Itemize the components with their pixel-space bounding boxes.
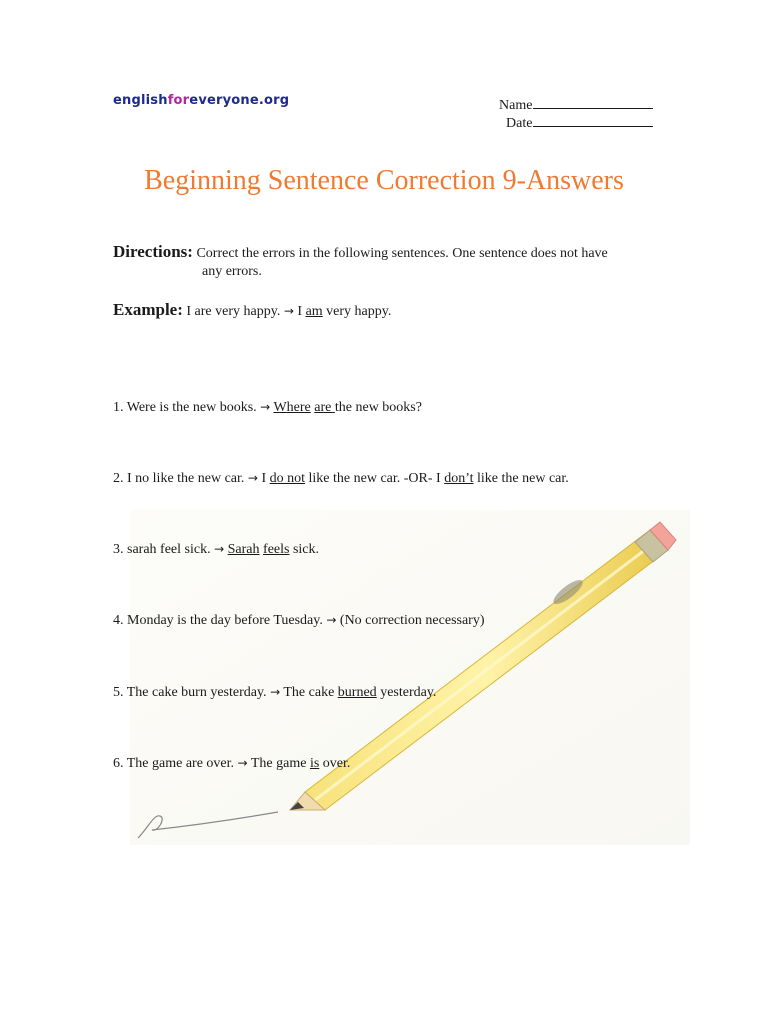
answer-correction: Where — [273, 400, 311, 415]
answer-correction: are — [314, 400, 335, 415]
example-after-underlined: am — [305, 304, 323, 319]
page-title: Beginning Sentence Correction 9-Answers — [144, 165, 624, 196]
right-arrow-icon: → — [260, 400, 271, 414]
question-answer — [261, 471, 568, 486]
question-number: 3. — [113, 542, 124, 557]
pencil-background — [130, 510, 690, 845]
answer-correction: is — [309, 756, 320, 771]
question-number: 1. — [113, 400, 124, 415]
date-blank-line[interactable] — [533, 112, 653, 127]
answer-text: The game — [250, 756, 310, 771]
example-after-suffix: very happy. — [326, 304, 392, 319]
logo-part-for: for — [167, 93, 190, 108]
question-original: The game are over. — [126, 756, 235, 771]
question-answer — [228, 542, 319, 557]
answer-text: over. — [319, 756, 351, 771]
right-arrow-icon: → — [283, 304, 294, 318]
question-answer — [340, 613, 485, 628]
question-number: 4. — [113, 613, 124, 628]
question-original: sarah feel sick. — [127, 542, 211, 557]
answer-text: The cake — [283, 685, 338, 700]
answer-text: sick. — [289, 542, 320, 557]
name-field[interactable] — [499, 94, 653, 114]
question-item — [113, 685, 436, 701]
right-arrow-icon: → — [237, 756, 248, 770]
answer-text: I — [261, 471, 270, 486]
answer-text: (No correction necessary) — [339, 613, 485, 628]
answer-text: yesterday. — [376, 685, 437, 700]
right-arrow-icon: → — [270, 685, 281, 699]
right-arrow-icon: → — [326, 613, 337, 627]
logo-part-everyone: everyone.org — [189, 93, 290, 108]
date-label: Date — [506, 116, 533, 131]
site-logo — [113, 93, 289, 108]
answer-correction: don’t — [444, 471, 474, 486]
example-before: I are very happy. — [186, 304, 281, 319]
answer-text: like the new car. -OR- I — [305, 471, 445, 486]
question-answer — [283, 685, 436, 700]
example-line — [113, 300, 391, 320]
question-item — [113, 613, 485, 629]
answer-correction: feels — [263, 542, 290, 557]
question-number: 6. — [113, 756, 124, 771]
question-item — [113, 756, 350, 772]
question-answer — [273, 400, 422, 415]
answer-text: the new books? — [334, 400, 422, 415]
question-item — [113, 471, 569, 487]
answer-text: like the new car. — [473, 471, 569, 486]
answer-correction: Sarah — [227, 542, 260, 557]
directions-block — [113, 243, 673, 281]
example-after-prefix: I — [297, 304, 303, 319]
date-field[interactable] — [506, 112, 653, 132]
example-label: Example: — [113, 300, 183, 319]
question-original: Were is the new books. — [126, 400, 257, 415]
logo-part-english: english — [113, 93, 168, 108]
question-number: 5. — [113, 685, 124, 700]
directions-line-1: Correct the errors in the following sentences. One sentence does not have — [196, 246, 608, 261]
answer-correction: burned — [337, 685, 377, 700]
question-item — [113, 400, 422, 416]
question-number: 2. — [113, 471, 124, 486]
right-arrow-icon: → — [247, 471, 258, 485]
question-answer — [251, 756, 351, 771]
directions-label: Directions: — [113, 242, 193, 261]
name-blank-line[interactable] — [533, 94, 653, 109]
question-original: I no like the new car. — [127, 471, 245, 486]
answer-correction: do not — [269, 471, 306, 486]
directions-line-2: any errors. — [202, 264, 262, 279]
right-arrow-icon: → — [214, 542, 225, 556]
question-item — [113, 542, 319, 558]
pencil-illustration — [130, 510, 690, 845]
name-label: Name — [499, 98, 533, 113]
question-original: Monday is the day before Tuesday. — [127, 613, 323, 628]
question-original: The cake burn yesterday. — [126, 685, 267, 700]
